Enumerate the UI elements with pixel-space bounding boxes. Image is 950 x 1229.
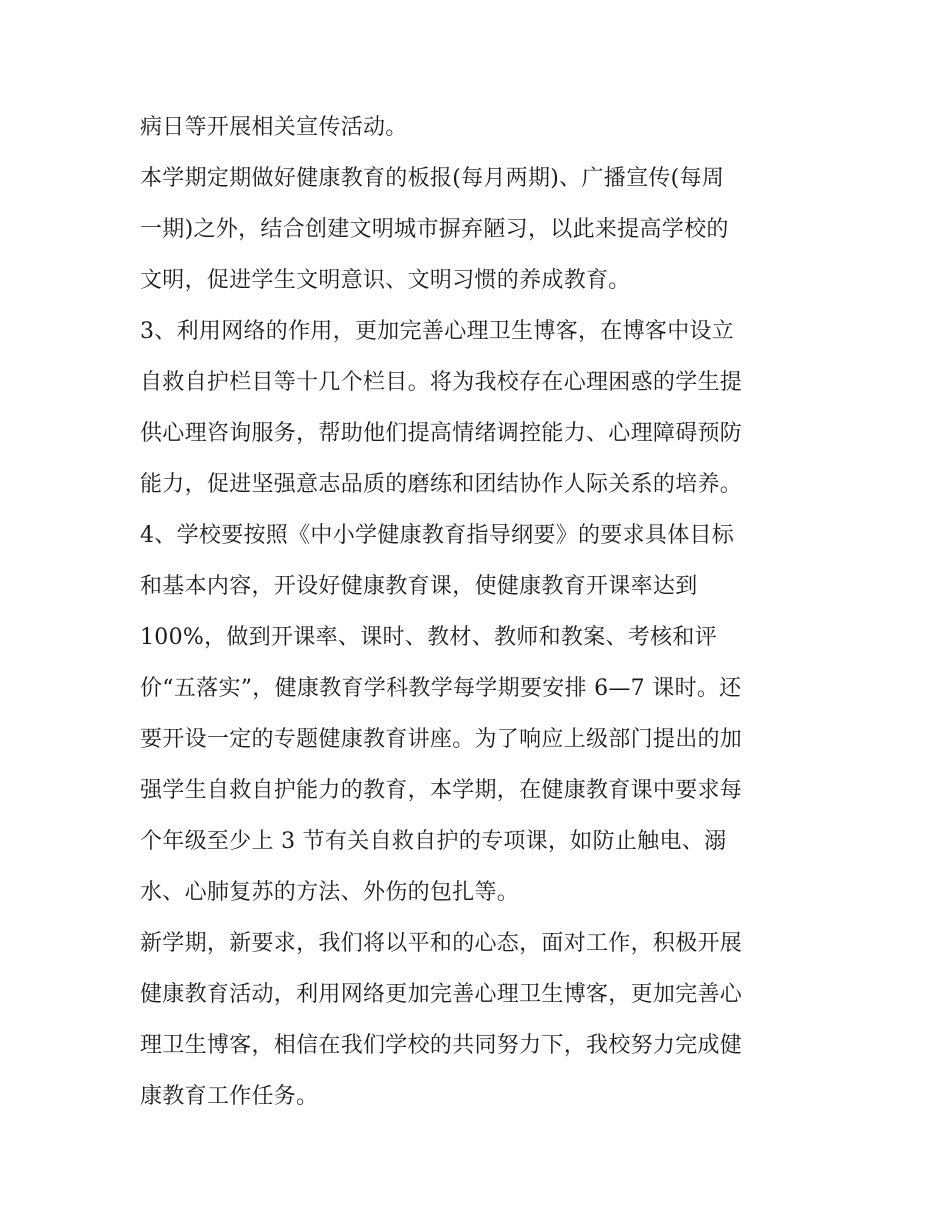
text-line: 价“五落实”，健康教育学科教学每学期要安排 6—7 课时。还 <box>140 676 742 701</box>
text-line: 供心理咨询服务，帮助他们提高情绪调控能力、心理障碍预防 <box>140 421 743 446</box>
text-line: 100%，做到开课率、课时、教材、教师和教案、考核和评 <box>140 625 717 650</box>
text-line: 个年级至少上 3 节有关自救自护的专项课，如防止触电、溺 <box>140 829 727 854</box>
text-line: 自救自护栏目等十几个栏目。将为我校存在心理困惑的学生提 <box>140 370 743 395</box>
text-line: 本学期定期做好健康教育的板报(每月两期)、广播宣传(每周 <box>140 166 725 191</box>
text-line: 理卫生博客，相信在我们学校的共同努力下，我校努力完成健 <box>140 1033 743 1058</box>
text-line: 和基本内容，开设好健康教育课，使健康教育开课率达到 <box>140 574 698 599</box>
text-line: 新学期，新要求，我们将以平和的心态，面对工作，积极开展 <box>140 931 743 956</box>
text-line: 能力，促进坚强意志品质的磨练和团结协作人际关系的培养。 <box>140 472 743 497</box>
text-line: 4、学校要按照《中小学健康教育指导纲要》的要求具体目标 <box>140 523 735 548</box>
text-line: 要开设一定的专题健康教育讲座。为了响应上级部门提出的加 <box>140 727 743 752</box>
text-line: 健康教育活动，利用网络更加完善心理卫生博客，更加完善心 <box>140 982 743 1007</box>
text-line: 文明，促进学生文明意识、文明习惯的养成教育。 <box>140 268 631 293</box>
text-line: 3、利用网络的作用，更加完善心理卫生博客，在博客中设立 <box>140 319 735 344</box>
text-line: 水、心肺复苏的方法、外伤的包扎等。 <box>140 880 520 905</box>
text-line: 康教育工作任务。 <box>140 1084 319 1109</box>
text-line: 强学生自救自护能力的教育，本学期，在健康教育课中要求每 <box>140 778 743 803</box>
text-line: 一期)之外，结合创建文明城市摒弃陋习，以此来提高学校的 <box>140 217 729 242</box>
text-line: 病日等开展相关宣传活动。 <box>140 115 408 140</box>
